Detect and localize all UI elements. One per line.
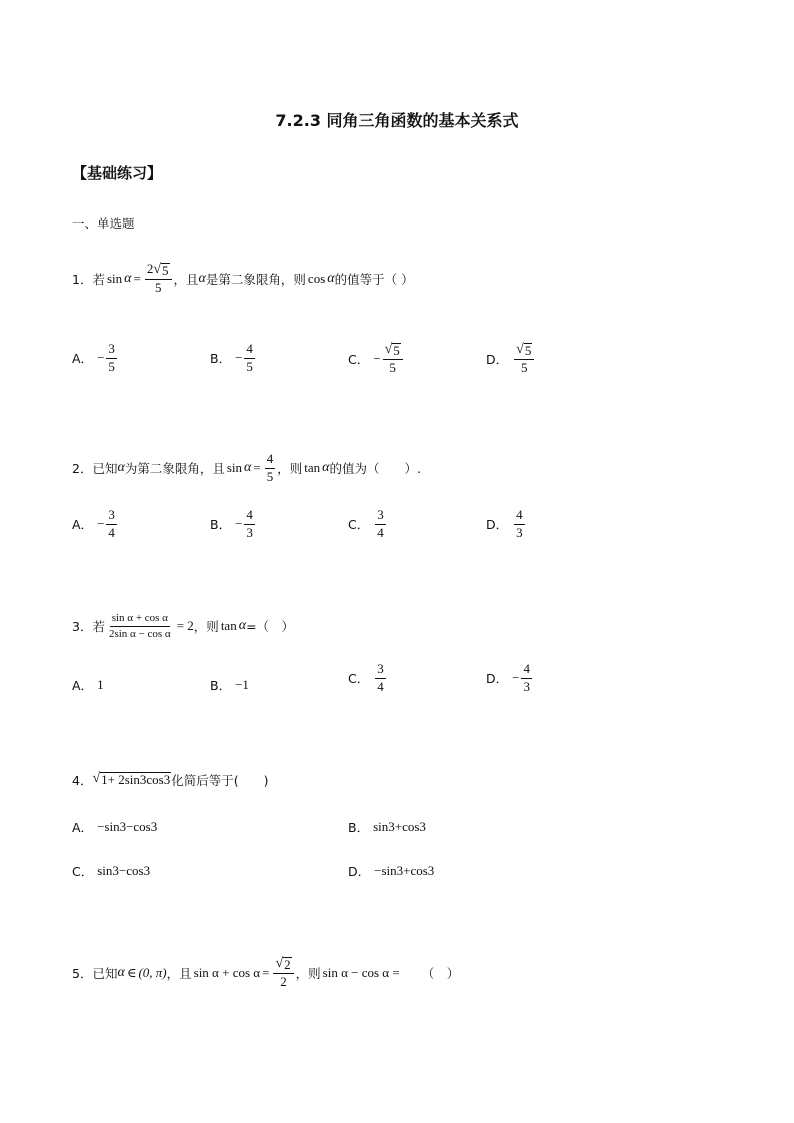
question-text: 的值等于（ ）	[334, 272, 414, 288]
math-tan: tan	[220, 618, 237, 634]
math-expression: sin α − cos α =	[322, 965, 400, 981]
question-text: ，则	[277, 461, 303, 477]
fraction: √ 5 5	[383, 342, 403, 376]
fraction: √ 2 2	[273, 956, 293, 990]
question-text: ，则	[295, 966, 321, 982]
math-sin: sin	[106, 271, 123, 287]
option-b[interactable]: B． − $\frac{4}{5}$	[210, 341, 253, 374]
math-alpha: α	[124, 271, 132, 287]
question-number: 3．	[72, 619, 93, 635]
option-d[interactable]: D． $\frac{4}{3}$	[486, 507, 523, 540]
fraction: $\frac{4}{5}$	[246, 341, 253, 374]
question-number: 2．	[72, 461, 93, 477]
question-text: =（ ）	[246, 619, 295, 635]
option-c[interactable]: C． $\frac{3}{4}$	[348, 507, 384, 540]
square-root: √ 1+ 2sin3cos3	[92, 771, 171, 788]
question-text: 的值为（ ）.	[329, 461, 421, 477]
fraction: 2 √ 5 5	[145, 262, 172, 296]
math-alpha: α	[322, 460, 330, 476]
square-root: √ 2	[275, 956, 291, 972]
section-heading: 【基础练习】	[72, 164, 163, 182]
fraction: $\frac{4}{3}$	[516, 507, 523, 540]
math-alpha: α	[117, 965, 125, 981]
question-text: 是第二象限角，则	[205, 272, 306, 288]
math-interval: (0, π)	[138, 965, 167, 981]
option-c[interactable]: C． sin3−cos3	[72, 863, 151, 879]
option-b[interactable]: B． − $\frac{4}{3}$	[210, 507, 253, 540]
question-number: 5．	[72, 966, 93, 982]
option-c[interactable]: C． − √ 5 5	[348, 342, 405, 376]
square-root: √ 5	[384, 342, 400, 358]
square-root: √ 5	[516, 342, 532, 358]
fraction: $\frac{\text{sin α + cos α}}{\text{2sin α − cos α}}$	[108, 612, 171, 640]
option-a[interactable]: A． − $\frac{3}{4}$	[72, 507, 115, 540]
option-c[interactable]: C． $\frac{3}{4}$	[348, 661, 384, 694]
question-number: 4．	[72, 773, 93, 788]
question-text: 若	[92, 619, 105, 635]
math-tan: tan	[304, 460, 321, 476]
math-equals: =	[262, 965, 270, 981]
question-text: 若	[92, 272, 105, 288]
question-text: （ ）	[421, 966, 460, 982]
math-alpha: α	[244, 460, 252, 476]
question-text: 已知	[92, 461, 118, 477]
question-4-stem	[72, 771, 269, 789]
math-alpha: α	[198, 271, 206, 287]
option-a[interactable]: A． 1	[72, 677, 104, 693]
math-equals: = 2	[176, 618, 194, 634]
question-text: 为第二象限角，且	[124, 461, 225, 477]
math-cos: cos	[307, 271, 326, 287]
fraction: $\frac{3}{4}$	[108, 507, 115, 540]
question-text: ，且	[166, 966, 192, 982]
option-b[interactable]: B． −1	[210, 677, 249, 693]
fraction: √ 5 5	[514, 342, 534, 376]
question-5-stem	[72, 956, 459, 990]
subsection-heading: 一、单选题	[72, 216, 135, 231]
question-2-stem	[72, 452, 421, 485]
question-3-stem	[72, 612, 294, 640]
option-d[interactable]: D． √ 5 5	[486, 342, 536, 376]
math-alpha: α	[238, 618, 247, 634]
option-d[interactable]: D． − $\frac{4}{3}$	[486, 661, 530, 694]
math-alpha: α	[327, 271, 335, 287]
option-b[interactable]: B． sin3+cos3	[348, 819, 426, 835]
fraction: $\frac{4}{3}$	[523, 661, 530, 694]
fraction: $\frac{4}{3}$	[246, 507, 253, 540]
page-title: 7.2.3 同角三角函数的基本关系式	[275, 111, 519, 130]
fraction: $\frac{3}{4}$	[377, 507, 384, 540]
question-number: 1．	[72, 272, 93, 288]
question-text: 已知	[92, 966, 118, 982]
fraction: $\frac{3}{4}$	[377, 661, 384, 694]
math-sin: sin	[226, 460, 243, 476]
question-text: ，则	[193, 619, 219, 635]
option-d[interactable]: D． −sin3+cos3	[348, 863, 435, 879]
square-root: √ 5	[153, 262, 169, 278]
question-text: ，且	[173, 272, 199, 288]
option-a[interactable]: A． −sin3−cos3	[72, 819, 158, 835]
math-equals: =	[133, 271, 141, 287]
question-1-stem	[72, 262, 414, 296]
math-equals: =	[253, 460, 261, 476]
fraction: $\frac{4}{5}$	[266, 451, 274, 484]
math-alpha: α	[117, 460, 125, 476]
option-a[interactable]: A． − $\frac{3}{5}$	[72, 341, 115, 374]
math-expression: sin α + cos α	[193, 965, 261, 981]
coefficient: 2	[146, 261, 154, 276]
fraction: $\frac{3}{5}$	[108, 341, 115, 374]
math-element-of: ∈	[126, 965, 137, 981]
question-text: 化简后等于( )	[171, 773, 269, 788]
